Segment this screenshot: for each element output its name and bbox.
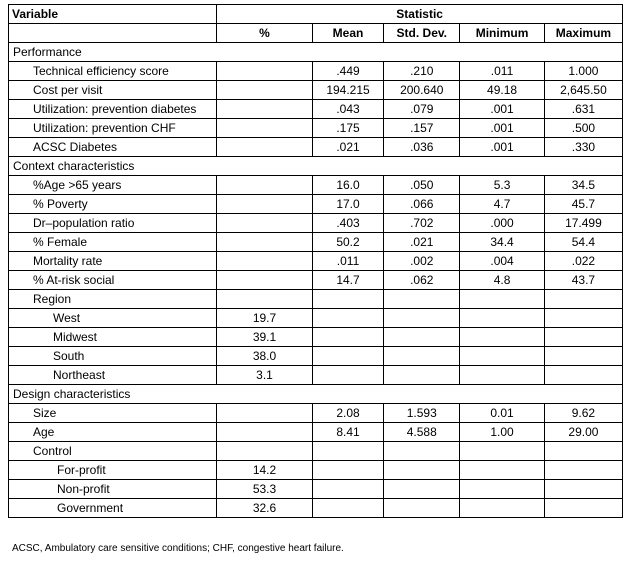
mean-cell xyxy=(312,290,384,309)
minimum-cell: 1.00 xyxy=(460,423,545,442)
table-row xyxy=(9,423,623,442)
maximum-cell xyxy=(544,328,622,347)
column-header-maximum: Maximum xyxy=(544,24,622,43)
std-dev-cell: .050 xyxy=(384,176,460,195)
section-label: Design characteristics xyxy=(9,385,623,404)
percent-cell xyxy=(217,100,312,119)
percent-cell xyxy=(217,290,312,309)
maximum-cell xyxy=(544,290,622,309)
table-row xyxy=(9,252,623,271)
minimum-cell xyxy=(460,442,545,461)
minimum-cell xyxy=(460,290,545,309)
table-row xyxy=(9,233,623,252)
maximum-cell xyxy=(544,309,622,328)
mean-cell: .011 xyxy=(312,252,384,271)
maximum-cell: 17.499 xyxy=(544,214,622,233)
minimum-cell: 4.8 xyxy=(460,271,545,290)
variable-label: Non-profit xyxy=(9,480,217,499)
table-row xyxy=(9,62,623,81)
statistics-table xyxy=(8,4,623,518)
variable-header: Variable xyxy=(9,5,217,24)
mean-cell: 194.215 xyxy=(312,81,384,100)
maximum-cell xyxy=(544,499,622,518)
table-row xyxy=(9,195,623,214)
variable-label: Control xyxy=(9,442,217,461)
variable-label: ACSC Diabetes xyxy=(9,138,217,157)
percent-cell xyxy=(217,404,312,423)
std-dev-cell: .002 xyxy=(384,252,460,271)
mean-cell: .449 xyxy=(312,62,384,81)
variable-label: Mortality rate xyxy=(9,252,217,271)
table-row xyxy=(9,480,623,499)
table-row xyxy=(9,442,623,461)
minimum-cell: .001 xyxy=(460,119,545,138)
table-row xyxy=(9,366,623,385)
percent-cell xyxy=(217,214,312,233)
std-dev-cell: .079 xyxy=(384,100,460,119)
mean-cell: 2.08 xyxy=(312,404,384,423)
std-dev-cell: .702 xyxy=(384,214,460,233)
percent-cell xyxy=(217,423,312,442)
percent-cell xyxy=(217,233,312,252)
maximum-cell xyxy=(544,442,622,461)
mean-cell: .175 xyxy=(312,119,384,138)
column-header-mean: Mean xyxy=(312,24,384,43)
maximum-cell: .500 xyxy=(544,119,622,138)
maximum-cell: 43.7 xyxy=(544,271,622,290)
std-dev-cell xyxy=(384,290,460,309)
variable-label: Midwest xyxy=(9,328,217,347)
minimum-cell xyxy=(460,309,545,328)
maximum-cell: 54.4 xyxy=(544,233,622,252)
statistic-header: Statistic xyxy=(217,5,623,24)
minimum-cell: 4.7 xyxy=(460,195,545,214)
std-dev-cell: .157 xyxy=(384,119,460,138)
maximum-cell: 9.62 xyxy=(544,404,622,423)
percent-cell xyxy=(217,138,312,157)
table-row xyxy=(9,290,623,309)
section-label: Context characteristics xyxy=(9,157,623,176)
minimum-cell xyxy=(460,499,545,518)
maximum-cell xyxy=(544,480,622,499)
std-dev-cell: .066 xyxy=(384,195,460,214)
percent-cell xyxy=(217,119,312,138)
mean-cell: 14.7 xyxy=(312,271,384,290)
std-dev-cell xyxy=(384,347,460,366)
table-row xyxy=(9,499,623,518)
mean-cell xyxy=(312,480,384,499)
percent-cell: 39.1 xyxy=(217,328,312,347)
table-row xyxy=(9,138,623,157)
variable-label: Dr–population ratio xyxy=(9,214,217,233)
percent-cell xyxy=(217,176,312,195)
variable-label: Size xyxy=(9,404,217,423)
variable-label: % Female xyxy=(9,233,217,252)
percent-cell xyxy=(217,252,312,271)
maximum-cell xyxy=(544,461,622,480)
percent-cell xyxy=(217,195,312,214)
column-header-percent: % xyxy=(217,24,312,43)
std-dev-cell xyxy=(384,309,460,328)
mean-cell: .403 xyxy=(312,214,384,233)
table-row xyxy=(9,81,623,100)
table-footnote: ACSC, Ambulatory care sensitive conditions; CHF, congestive heart failure. xyxy=(12,543,344,554)
percent-cell: 53.3 xyxy=(217,480,312,499)
table-row xyxy=(9,309,623,328)
table-row xyxy=(9,119,623,138)
mean-cell: .043 xyxy=(312,100,384,119)
mean-cell: 8.41 xyxy=(312,423,384,442)
variable-label: For-profit xyxy=(9,461,217,480)
mean-cell xyxy=(312,442,384,461)
minimum-cell: .001 xyxy=(460,100,545,119)
mean-cell xyxy=(312,309,384,328)
std-dev-cell xyxy=(384,461,460,480)
std-dev-cell: 1.593 xyxy=(384,404,460,423)
mean-cell xyxy=(312,347,384,366)
maximum-cell xyxy=(544,347,622,366)
std-dev-cell: 4.588 xyxy=(384,423,460,442)
minimum-cell: 5.3 xyxy=(460,176,545,195)
minimum-cell xyxy=(460,347,545,366)
empty-header-cell xyxy=(9,24,217,43)
std-dev-cell xyxy=(384,328,460,347)
minimum-cell: .001 xyxy=(460,138,545,157)
maximum-cell: 29.00 xyxy=(544,423,622,442)
table-row xyxy=(9,214,623,233)
variable-label: Utilization: prevention CHF xyxy=(9,119,217,138)
minimum-cell: .004 xyxy=(460,252,545,271)
header-row-top xyxy=(9,5,623,24)
percent-cell: 3.1 xyxy=(217,366,312,385)
mean-cell: .021 xyxy=(312,138,384,157)
std-dev-cell xyxy=(384,480,460,499)
table-body xyxy=(9,43,623,518)
maximum-cell: .330 xyxy=(544,138,622,157)
mean-cell xyxy=(312,461,384,480)
minimum-cell: 49.18 xyxy=(460,81,545,100)
table-row xyxy=(9,100,623,119)
minimum-cell xyxy=(460,480,545,499)
std-dev-cell: .021 xyxy=(384,233,460,252)
table-row xyxy=(9,176,623,195)
table-row xyxy=(9,404,623,423)
variable-label: % At-risk social xyxy=(9,271,217,290)
column-header-std-dev: Std. Dev. xyxy=(384,24,460,43)
minimum-cell: .000 xyxy=(460,214,545,233)
variable-label: %Age >65 years xyxy=(9,176,217,195)
std-dev-cell: .062 xyxy=(384,271,460,290)
section-row xyxy=(9,157,623,176)
std-dev-cell xyxy=(384,442,460,461)
maximum-cell: 2,645.50 xyxy=(544,81,622,100)
variable-label: Region xyxy=(9,290,217,309)
table-row xyxy=(9,461,623,480)
mean-cell xyxy=(312,366,384,385)
variable-label: South xyxy=(9,347,217,366)
table-row xyxy=(9,328,623,347)
variable-label: Government xyxy=(9,499,217,518)
table-row xyxy=(9,271,623,290)
column-header-minimum: Minimum xyxy=(460,24,545,43)
maximum-cell: .631 xyxy=(544,100,622,119)
variable-label: West xyxy=(9,309,217,328)
section-row xyxy=(9,43,623,62)
percent-cell xyxy=(217,81,312,100)
mean-cell xyxy=(312,499,384,518)
std-dev-cell: 200.640 xyxy=(384,81,460,100)
variable-label: Age xyxy=(9,423,217,442)
minimum-cell xyxy=(460,461,545,480)
maximum-cell xyxy=(544,366,622,385)
variable-label: Northeast xyxy=(9,366,217,385)
mean-cell: 50.2 xyxy=(312,233,384,252)
variable-label: % Poverty xyxy=(9,195,217,214)
std-dev-cell: .036 xyxy=(384,138,460,157)
minimum-cell xyxy=(460,366,545,385)
percent-cell xyxy=(217,271,312,290)
std-dev-cell: .210 xyxy=(384,62,460,81)
percent-cell: 38.0 xyxy=(217,347,312,366)
minimum-cell xyxy=(460,328,545,347)
mean-cell: 17.0 xyxy=(312,195,384,214)
percent-cell: 14.2 xyxy=(217,461,312,480)
maximum-cell: .022 xyxy=(544,252,622,271)
section-label: Performance xyxy=(9,43,623,62)
maximum-cell: 34.5 xyxy=(544,176,622,195)
maximum-cell: 45.7 xyxy=(544,195,622,214)
maximum-cell: 1.000 xyxy=(544,62,622,81)
percent-cell xyxy=(217,62,312,81)
minimum-cell: 0.01 xyxy=(460,404,545,423)
mean-cell: 16.0 xyxy=(312,176,384,195)
percent-cell: 32.6 xyxy=(217,499,312,518)
variable-label: Technical efficiency score xyxy=(9,62,217,81)
minimum-cell: 34.4 xyxy=(460,233,545,252)
minimum-cell: .011 xyxy=(460,62,545,81)
variable-label: Utilization: prevention diabetes xyxy=(9,100,217,119)
variable-label: Cost per visit xyxy=(9,81,217,100)
section-row xyxy=(9,385,623,404)
std-dev-cell xyxy=(384,499,460,518)
table-row xyxy=(9,347,623,366)
std-dev-cell xyxy=(384,366,460,385)
percent-cell xyxy=(217,442,312,461)
mean-cell xyxy=(312,328,384,347)
percent-cell: 19.7 xyxy=(217,309,312,328)
header-row-columns xyxy=(9,24,623,43)
